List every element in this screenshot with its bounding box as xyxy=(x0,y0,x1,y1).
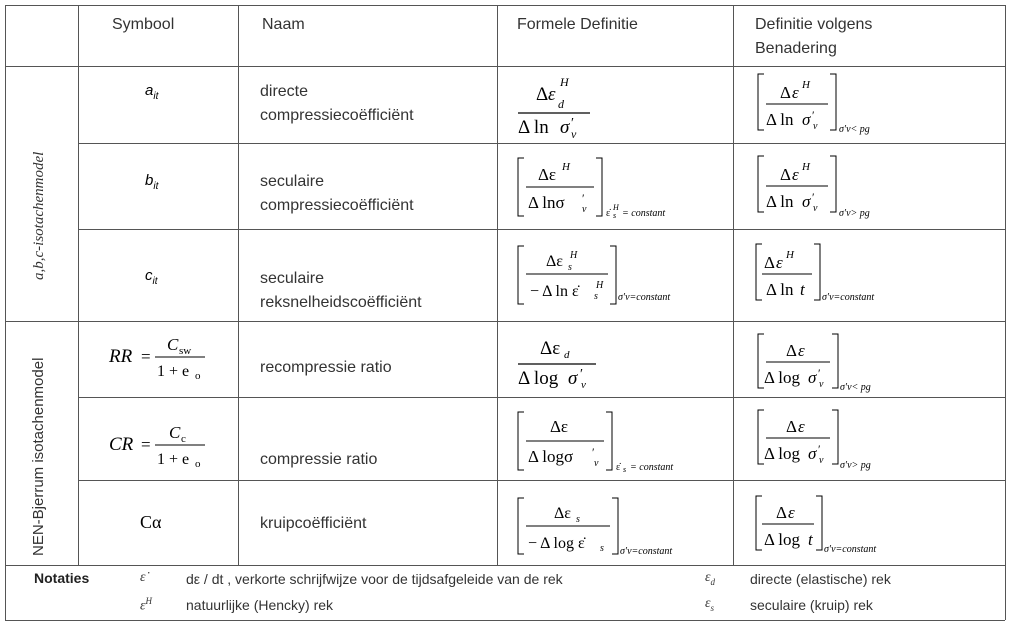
svg-text:d: d xyxy=(564,349,570,361)
svg-text:H: H xyxy=(613,203,619,212)
group-label-abc: a,b,c-isotachenmodel xyxy=(31,151,47,280)
svg-text:ε: ε xyxy=(792,165,799,184)
svg-text:CR: CR xyxy=(109,434,134,455)
col-divider xyxy=(238,5,239,565)
svg-text:v: v xyxy=(581,379,586,391)
symbol-cit: $c_{it}$ xyxy=(145,267,158,287)
note-symbol-epss: $\varepsilon_s$ xyxy=(705,596,715,613)
svg-text:σ: σ xyxy=(808,444,817,463)
svg-text:σ′v< pg: σ′v< pg xyxy=(839,124,870,135)
svg-text:Δε: Δε xyxy=(538,165,557,184)
svg-text:σ′v=constant: σ′v=constant xyxy=(824,544,877,555)
name-row2-line1: seculaire xyxy=(260,173,325,190)
symbol-ait: $a_{it}$ xyxy=(145,82,159,102)
svg-text:σ′v> pg: σ′v> pg xyxy=(840,460,871,471)
svg-text:sw: sw xyxy=(179,345,192,357)
note-text-epsH: natuurlijke (Hencky) rek xyxy=(186,597,334,613)
formula-formal-rr xyxy=(512,328,632,393)
name-row4: recompressie ratio xyxy=(260,359,392,376)
svg-text:ε̇: ε̇ xyxy=(616,462,621,473)
svg-text:Δε: Δε xyxy=(550,417,569,436)
svg-text:′: ′ xyxy=(582,191,585,205)
table-border-right xyxy=(1005,5,1006,620)
svg-text:ε: ε xyxy=(776,253,783,272)
name-row6: kruipcoëfficiënt xyxy=(260,515,367,532)
svg-text:s: s xyxy=(576,514,580,525)
symbol-calpha: Cα xyxy=(140,512,162,532)
svg-text:− Δ ln ε̇: − Δ ln ε̇ xyxy=(530,283,579,300)
formula-approx-bit xyxy=(750,150,910,225)
svg-text:c: c xyxy=(181,433,186,445)
svg-text:σ: σ xyxy=(560,117,570,138)
svg-text:= constant: = constant xyxy=(622,208,666,219)
svg-text:H: H xyxy=(562,161,570,173)
svg-text:t: t xyxy=(808,530,813,549)
svg-text:v: v xyxy=(819,455,824,466)
svg-text:σ: σ xyxy=(568,368,578,389)
svg-text:Δ ln: Δ ln xyxy=(766,192,794,211)
svg-text:σ′v=constant: σ′v=constant xyxy=(618,292,671,303)
svg-text:Δ: Δ xyxy=(786,341,797,360)
svg-text:′: ′ xyxy=(592,445,595,459)
svg-text:1 + e: 1 + e xyxy=(157,451,190,468)
col-divider xyxy=(78,5,79,565)
svg-text:′: ′ xyxy=(580,367,584,382)
name-row1-line1: directe xyxy=(260,83,309,100)
formula-formal-cit xyxy=(510,236,710,316)
name-row3-line2: reksnelheidscoëfficiënt xyxy=(260,294,422,311)
svg-text:v: v xyxy=(819,379,824,390)
svg-text:v: v xyxy=(813,203,818,214)
svg-text:ε̇: ε̇ xyxy=(606,208,611,219)
svg-text:Δ: Δ xyxy=(764,253,775,272)
svg-text:C: C xyxy=(167,335,179,354)
name-row5: compressie ratio xyxy=(260,451,378,468)
svg-text:Δε: Δε xyxy=(546,253,564,270)
formula-approx-calpha xyxy=(750,492,920,562)
header-naam: Naam xyxy=(262,16,305,33)
svg-text:RR: RR xyxy=(109,346,133,367)
svg-text:Δ: Δ xyxy=(780,83,791,102)
svg-text:σ: σ xyxy=(802,192,811,211)
svg-text:σ′v> pg: σ′v> pg xyxy=(839,208,870,219)
table-border-top xyxy=(5,5,1005,6)
svg-text:C: C xyxy=(169,423,181,442)
svg-text:Δ: Δ xyxy=(776,503,787,522)
note-symbol-epsH: $\varepsilon^H$ xyxy=(140,596,153,614)
svg-text:Δε: Δε xyxy=(540,338,561,359)
formula-formal-bit xyxy=(510,150,690,225)
group-label-nen: NEN-Bjerrum isotachenmodel xyxy=(30,357,47,556)
svg-text:ε: ε xyxy=(548,84,556,105)
svg-text:H: H xyxy=(802,79,810,91)
notes-divider xyxy=(5,565,1005,566)
formula-formal-ait xyxy=(510,70,610,140)
svg-text:H: H xyxy=(570,250,578,261)
group-divider xyxy=(5,321,1005,322)
svg-text:v: v xyxy=(571,127,577,140)
notes-title: Notaties xyxy=(34,570,90,586)
formula-formal-calpha xyxy=(510,488,710,563)
svg-text:σ′v< pg: σ′v< pg xyxy=(840,382,871,393)
svg-text:d: d xyxy=(558,97,564,111)
note-text-epss: seculaire (kruip) rek xyxy=(750,597,873,613)
svg-text:o: o xyxy=(195,458,201,470)
svg-text:Δ: Δ xyxy=(786,417,797,436)
table-border-left xyxy=(5,5,6,620)
formula-approx-ait xyxy=(750,70,910,140)
svg-text:Δ: Δ xyxy=(536,84,549,105)
svg-text:′: ′ xyxy=(818,366,821,380)
header-benadering-line2: Benadering xyxy=(755,40,837,57)
svg-text:ε: ε xyxy=(792,83,799,102)
table-border-bottom xyxy=(5,620,1005,621)
svg-text:=: = xyxy=(141,435,151,454)
svg-text:Δ lnσ: Δ lnσ xyxy=(528,193,565,212)
svg-text:′: ′ xyxy=(818,442,821,456)
svg-text:ε: ε xyxy=(798,341,805,360)
svg-text:′: ′ xyxy=(812,108,815,122)
col-divider xyxy=(497,5,498,565)
row-divider xyxy=(78,143,1005,144)
header-divider xyxy=(5,66,1005,67)
col-divider xyxy=(733,5,734,565)
svg-text:v: v xyxy=(594,458,599,469)
svg-text:H: H xyxy=(596,280,604,291)
note-symbol-epsdot: ε̇ xyxy=(140,570,146,585)
formula-approx-cr xyxy=(750,406,910,476)
header-formele-definitie: Formele Definitie xyxy=(517,16,638,33)
svg-text:o: o xyxy=(195,370,201,382)
row-divider xyxy=(78,229,1005,230)
svg-text:Δ log: Δ log xyxy=(518,368,559,389)
svg-text:Δε: Δε xyxy=(554,505,572,522)
name-row2-line2: compressiecoëfficiënt xyxy=(260,197,414,214)
note-text-epsdot: dε / dt , verkorte schrijfwijze voor de tijdsafgeleide van de rek xyxy=(186,571,563,587)
symbol-bit: $b_{it}$ xyxy=(145,172,159,192)
svg-text:− Δ log ε̇: − Δ log ε̇ xyxy=(528,535,585,552)
svg-text:σ′v=constant: σ′v=constant xyxy=(620,546,673,557)
header-symbool: Symbool xyxy=(112,16,175,33)
row-divider xyxy=(78,480,1005,481)
svg-text:Δ: Δ xyxy=(780,165,791,184)
svg-text:H: H xyxy=(802,161,810,173)
svg-text:′: ′ xyxy=(812,190,815,204)
svg-text:Δ ln: Δ ln xyxy=(766,110,794,129)
svg-text:ε: ε xyxy=(798,417,805,436)
header-benadering-line1: Definitie volgens xyxy=(755,16,873,33)
svg-text:s: s xyxy=(613,211,617,220)
svg-text:′: ′ xyxy=(571,116,575,131)
svg-text:v: v xyxy=(582,204,587,215)
name-row3-line1: seculaire xyxy=(260,270,325,287)
formula-approx-rr xyxy=(750,330,910,395)
svg-text:s: s xyxy=(600,543,604,554)
svg-text:s: s xyxy=(568,262,572,273)
svg-text:Δ log: Δ log xyxy=(764,444,800,463)
formula-approx-cit xyxy=(750,240,920,315)
svg-text:= constant: = constant xyxy=(630,462,674,473)
svg-text:σ: σ xyxy=(802,110,811,129)
svg-text:ε: ε xyxy=(788,503,795,522)
svg-text:t: t xyxy=(800,280,805,299)
svg-text:σ: σ xyxy=(808,368,817,387)
symbol-cr-formula xyxy=(105,418,215,478)
row-divider xyxy=(78,397,1005,398)
svg-text:Δ log: Δ log xyxy=(764,368,800,387)
svg-text:H: H xyxy=(786,249,794,261)
svg-text:s: s xyxy=(623,465,627,474)
note-text-epsd: directe (elastische) rek xyxy=(750,571,891,587)
note-symbol-epsd: $\varepsilon_d$ xyxy=(705,570,716,587)
formula-formal-cr xyxy=(510,404,710,479)
svg-text:Δ logσ: Δ logσ xyxy=(528,447,574,466)
svg-text:Δ ln: Δ ln xyxy=(766,280,794,299)
symbol-rr-formula xyxy=(105,330,215,390)
svg-text:σ′v=constant: σ′v=constant xyxy=(822,292,875,303)
svg-text:Δ log: Δ log xyxy=(764,530,800,549)
svg-text:H: H xyxy=(560,75,569,89)
svg-text:Δ ln: Δ ln xyxy=(518,117,549,138)
svg-text:1 + e: 1 + e xyxy=(157,363,190,380)
svg-text:=: = xyxy=(141,347,151,366)
name-row1-line2: compressiecoëfficiënt xyxy=(260,107,414,124)
svg-text:v: v xyxy=(813,121,818,132)
svg-text:s: s xyxy=(594,291,598,302)
